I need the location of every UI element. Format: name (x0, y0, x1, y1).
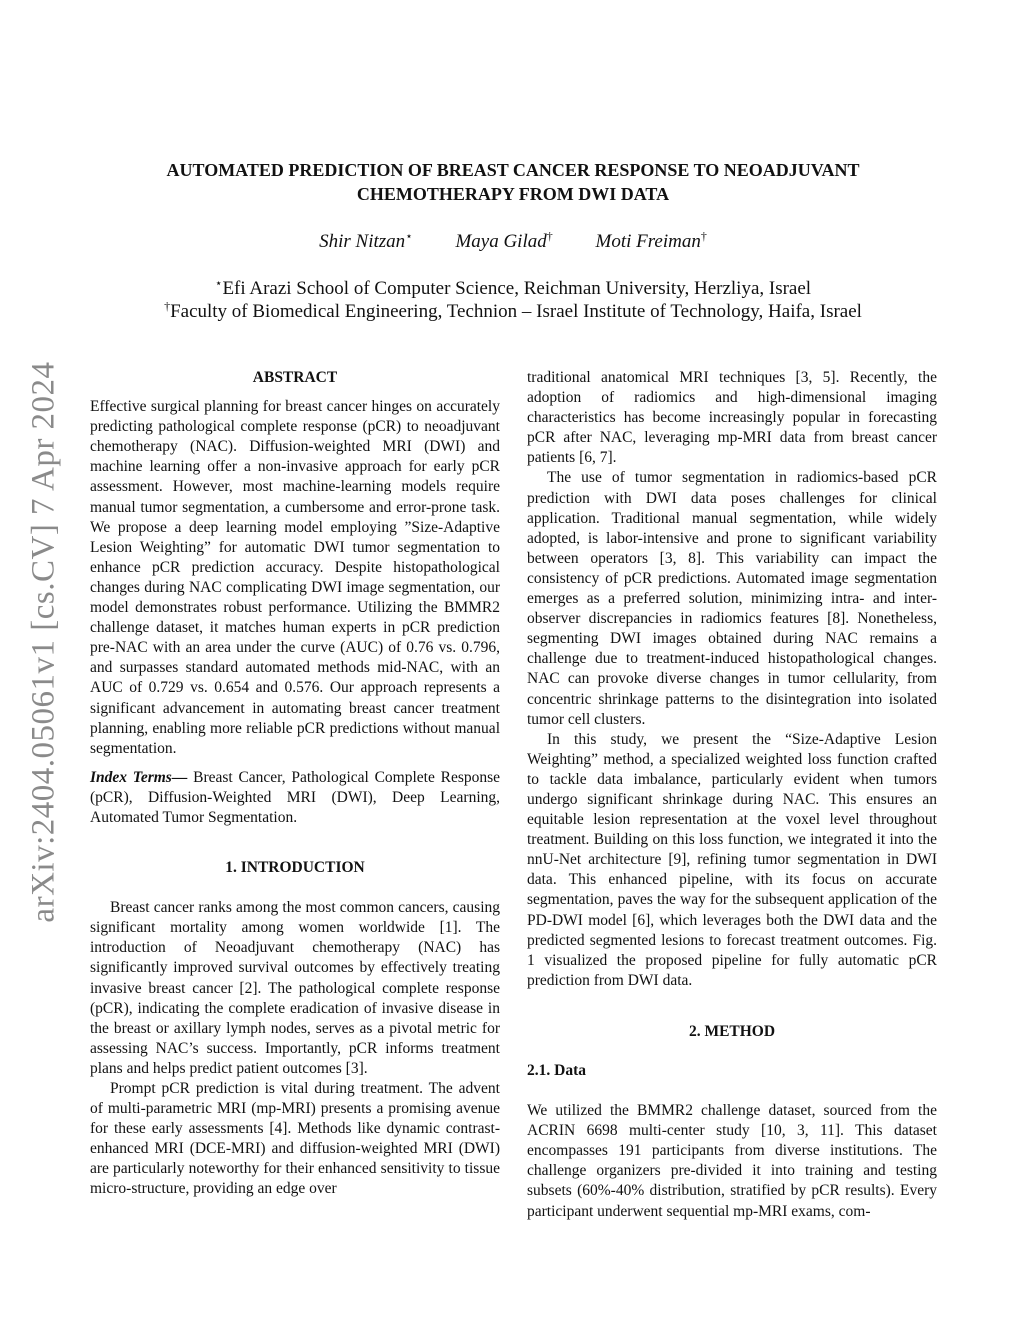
method-heading: 2. METHOD (688, 1022, 776, 1040)
paragraph: In this study, we present the “Size-Adaptive Lesion Weighting” method, a specialized weighted loss function crafted to tackle data imbalance, particularly evident when tumors undergo significant shrinkage during NAC. This ensures an equitable lesion representation at the voxel level throughout treatment. Building on this loss function, we integrated it into the nnU-Net architecture [9], refining tumor segmentation in DWI data. This enhanced pipeline, with its focus on accurate segmentation, paves the way for the subsequent application of the PD-DWI model [6], which leverages both the DWI data and the predicted segmented lesions to forecast treatment outcomes. Fig. 1 visualized the proposed pipeline for fully automatic pCR prediction from DWI data. (527, 730, 937, 989)
abstract-heading: ABSTRACT (252, 369, 338, 386)
affiliation: †Faculty of Biomedical Engineering, Technion – Israel Institute of Technology, Haifa, Israel (164, 299, 862, 322)
index-terms: Index Terms— Breast Cancer, Pathological Complete Response (pCR), Diffusion-Weighted MRI (DWI), Deep Learning, Automated Tumor Segmentation. (90, 768, 501, 826)
author: Moti Freiman† (595, 229, 707, 252)
paragraph: Breast cancer ranks among the most common cancers, causing significant mortality among women worldwide [1]. The introduction of Neoadjuvant chemotherapy (NAC) has significantly improved survival outcomes by effectively treating invasive breast cancer [2]. The pathological complete response (pCR), indicating the complete eradication of invasive disease in the breast or axillary lymph nodes, serves as a pivotal metric for assessing NAC’s success. Importantly, pCR informs treatment plans and helps predict patient outcomes [3]. (90, 899, 500, 1077)
data-subsection-heading: 2.1. Data (527, 1062, 586, 1079)
title-line-2: CHEMOTHERAPY FROM DWI DATA (356, 184, 670, 204)
left-column (90, 368, 500, 1200)
paragraph: The use of tumor segmentation in radiomics-based pCR prediction with DWI data poses challenges for clinical application. Traditional manual segmentation, while widely adopted, is labor-intensive and prone to significant variability between operators [3, 8]. This variability can impact the consistency of pCR predictions. Automated image segmentation emerges as a preferred solution, minimizing intra- and inter-observer discrepancies in radiomics features [8]. Nonetheless, segmenting DWI images obtained during NAC remains a challenge due to treatment-induced histopathological changes. NAC can provoke diverse changes in tumor cellularity, from concentric shrinkage patterns to the disintegration into isolated tumor cell clusters. (527, 469, 937, 728)
title-line-1: AUTOMATED PREDICTION OF BREAST CANCER RESPONSE TO NEOADJUVANT (166, 160, 860, 180)
arxiv-identifier[interactable]: arXiv:2404.05061v1 [cs.CV] 7 Apr 2024 (25, 361, 62, 923)
abstract-text: Effective surgical planning for breast cancer hinges on accurately predicting pathological complete response (pCR) to neoadjuvant chemotherapy (NAC). Diffusion-weighted MRI (DWI) and machine learning offer a non-invasive approach for early pCR assessment. However, most machine-learning models require manual tumor segmentation, a cumbersome and error-prone task. We propose a deep learning model employing ”Size-Adaptive Lesion Weighting” for automatic DWI tumor segmentation to enhance pCR prediction accuracy. Despite histopathological changes during NAC complicating DWI image segmentation, our model demonstrates robust performance. Utilizing the BMMR2 challenge dataset, it matches human experts in pCR prediction pre-NAC with an area under the curve (AUC) of 0.76 vs. 0.796, and surpasses standard automated methods mid-NAC, with an AUC of 0.729 vs. 0.654 and 0.576. Our approach represents a significant advancement in automating breast cancer treatment planning, enabling more reliable pCR predictions without manual segmentation. (90, 398, 500, 757)
paragraph: Prompt pCR prediction is vital during treatment. The advent of multi-parametric MRI (mp-MRI) presents a promising avenue for these early assessments [4]. Methods like dynamic contrast-enhanced MRI (DCE-MRI) and diffusion-weighted MRI (DWI) are particularly noteworthy for their enhanced sensitivity to tissue micro-structure, providing an edge over (90, 1080, 500, 1198)
author: Shir Nitzan⋆ (319, 229, 413, 252)
author-list (90, 229, 936, 255)
paragraph: traditional anatomical MRI techniques [3, 5]. Recently, the adoption of radiomics and high-dimensional imaging characteristics has become increasingly popular in forecasting pCR after NAC, leveraging mp-MRI data from breast cancer patients [6, 7]. (527, 369, 937, 467)
author: Maya Gilad† (455, 229, 553, 252)
right-column (527, 368, 937, 1222)
affiliation: ⋆Efi Arazi School of Computer Science, Reichman University, Herzliya, Israel (214, 276, 812, 299)
paragraph: We utilized the BMMR2 challenge dataset, sourced from the ACRIN 6698 multi-center study [10, 3, 11]. This dataset encompasses 191 participants from diverse institutions. The challenge organizers pre-divided it into training and testing subsets (60%-40% distribution, stratified by pCR results). Every participant underwent sequential mp-MRI exams, com- (527, 1102, 937, 1220)
index-terms-label: Index Terms— (90, 768, 188, 786)
paper-title (90, 158, 936, 206)
introduction-heading: 1. INTRODUCTION (225, 859, 365, 877)
